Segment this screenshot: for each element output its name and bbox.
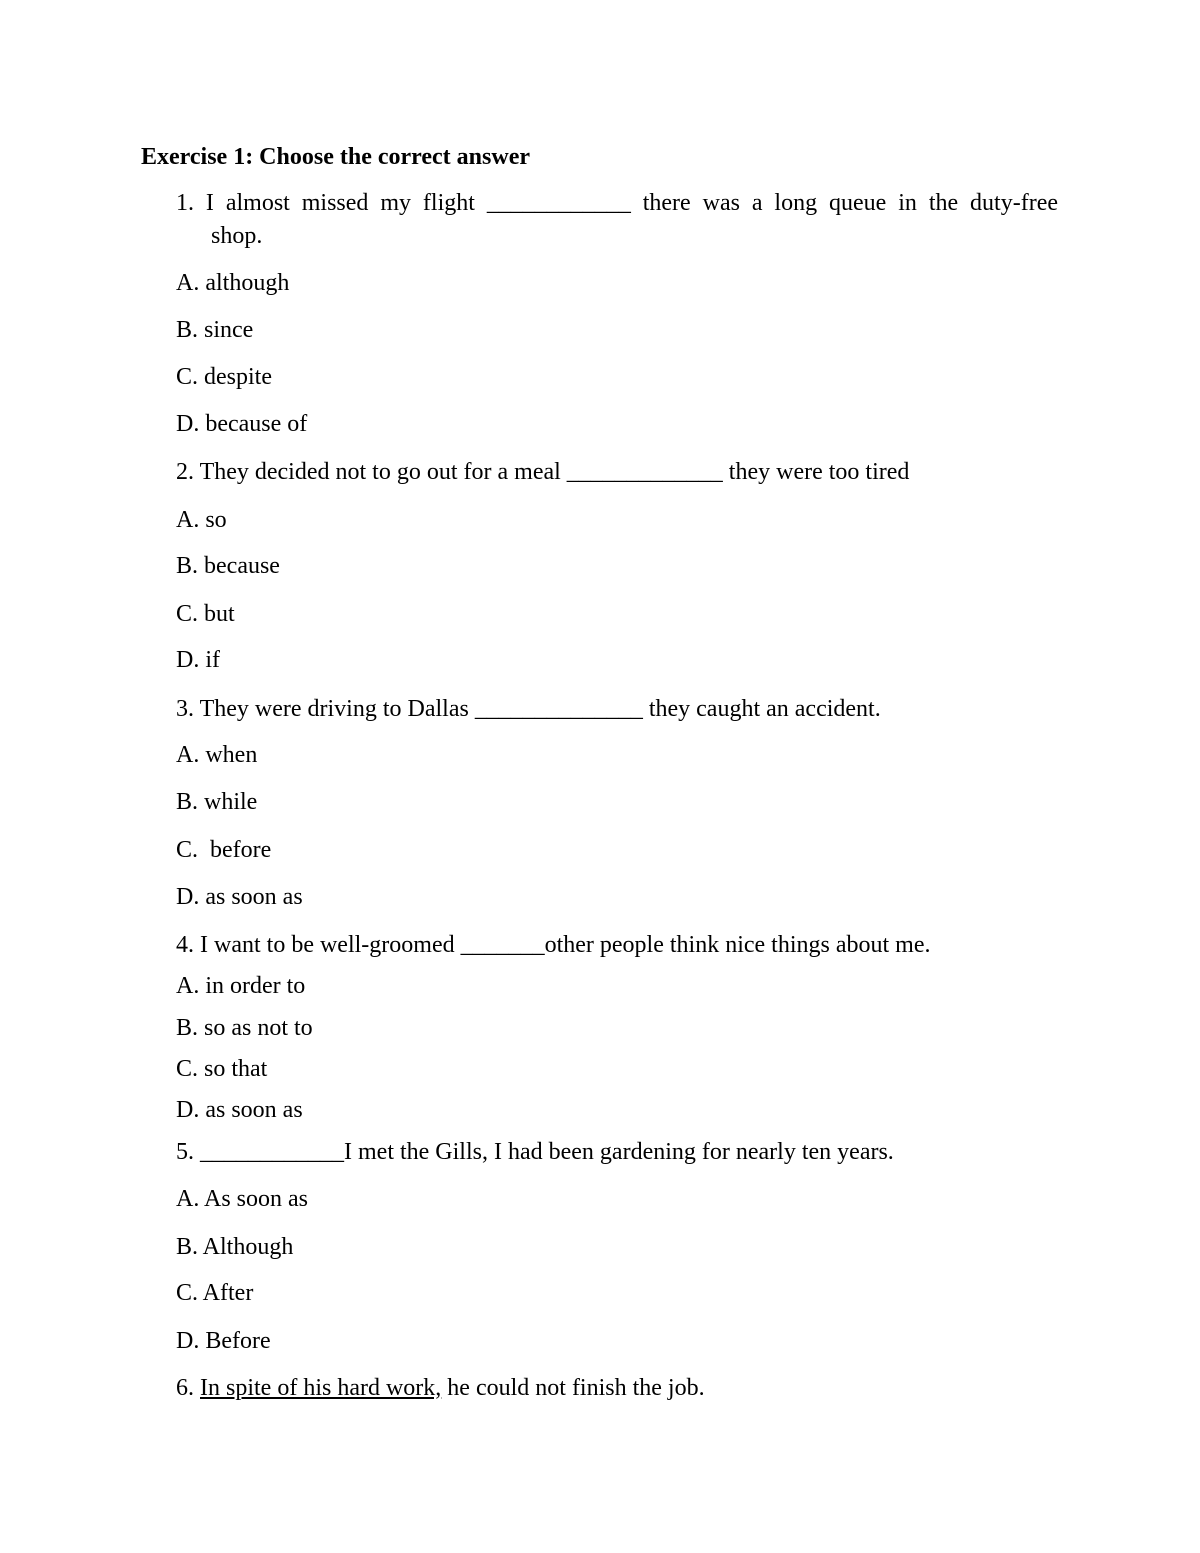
question-3-option-d: D. as soon as xyxy=(176,884,303,910)
question-5-option-d: D. Before xyxy=(176,1328,271,1354)
question-2-option-a: A. so xyxy=(176,507,227,533)
question-3-option-b: B. while xyxy=(176,789,258,815)
question-2-option-d: D. if xyxy=(176,647,220,673)
question-3-text: 3. They were driving to Dallas ______________ they caught an accident. xyxy=(176,696,881,722)
question-5-option-b: B. Although xyxy=(176,1234,294,1260)
question-5-text: 5. ____________I met the Gills, I had been gardening for nearly ten years. xyxy=(176,1139,894,1165)
question-6-underlined-phrase: In spite of his hard work, xyxy=(200,1375,442,1401)
question-1-option-b: B. since xyxy=(176,317,254,343)
question-3-option-c: C. before xyxy=(176,837,272,863)
question-1-option-d: D. because of xyxy=(176,411,308,437)
question-4-text: 4. I want to be well-groomed _______other people think nice things about me. xyxy=(176,932,931,958)
question-1-option-c: C. despite xyxy=(176,364,272,390)
question-4-option-d: D. as soon as xyxy=(176,1097,303,1123)
question-2-text: 2. They decided not to go out for a meal _____________ they were too tired xyxy=(176,459,910,485)
exercise-title: Exercise 1: Choose the correct answer xyxy=(141,144,530,170)
question-4-option-a: A. in order to xyxy=(176,973,306,999)
question-1-text: 1. I almost missed my flight ____________ there was a long queue in the duty-free xyxy=(176,190,1058,216)
question-4-option-c: C. so that xyxy=(176,1056,268,1082)
question-2-option-b: B. because xyxy=(176,553,280,579)
question-4-option-b: B. so as not to xyxy=(176,1015,313,1041)
question-2-option-c: C. but xyxy=(176,601,235,627)
question-6-rest: he could not finish the job. xyxy=(441,1375,705,1401)
question-1-text-continued: shop. xyxy=(211,223,263,249)
question-1-option-a: A. although xyxy=(176,270,290,296)
question-5-option-c: C. After xyxy=(176,1280,254,1306)
question-6-number: 6. xyxy=(176,1375,200,1401)
question-5-option-a: A. As soon as xyxy=(176,1186,309,1212)
question-6-text xyxy=(176,1373,705,1403)
question-3-option-a: A. when xyxy=(176,742,258,768)
